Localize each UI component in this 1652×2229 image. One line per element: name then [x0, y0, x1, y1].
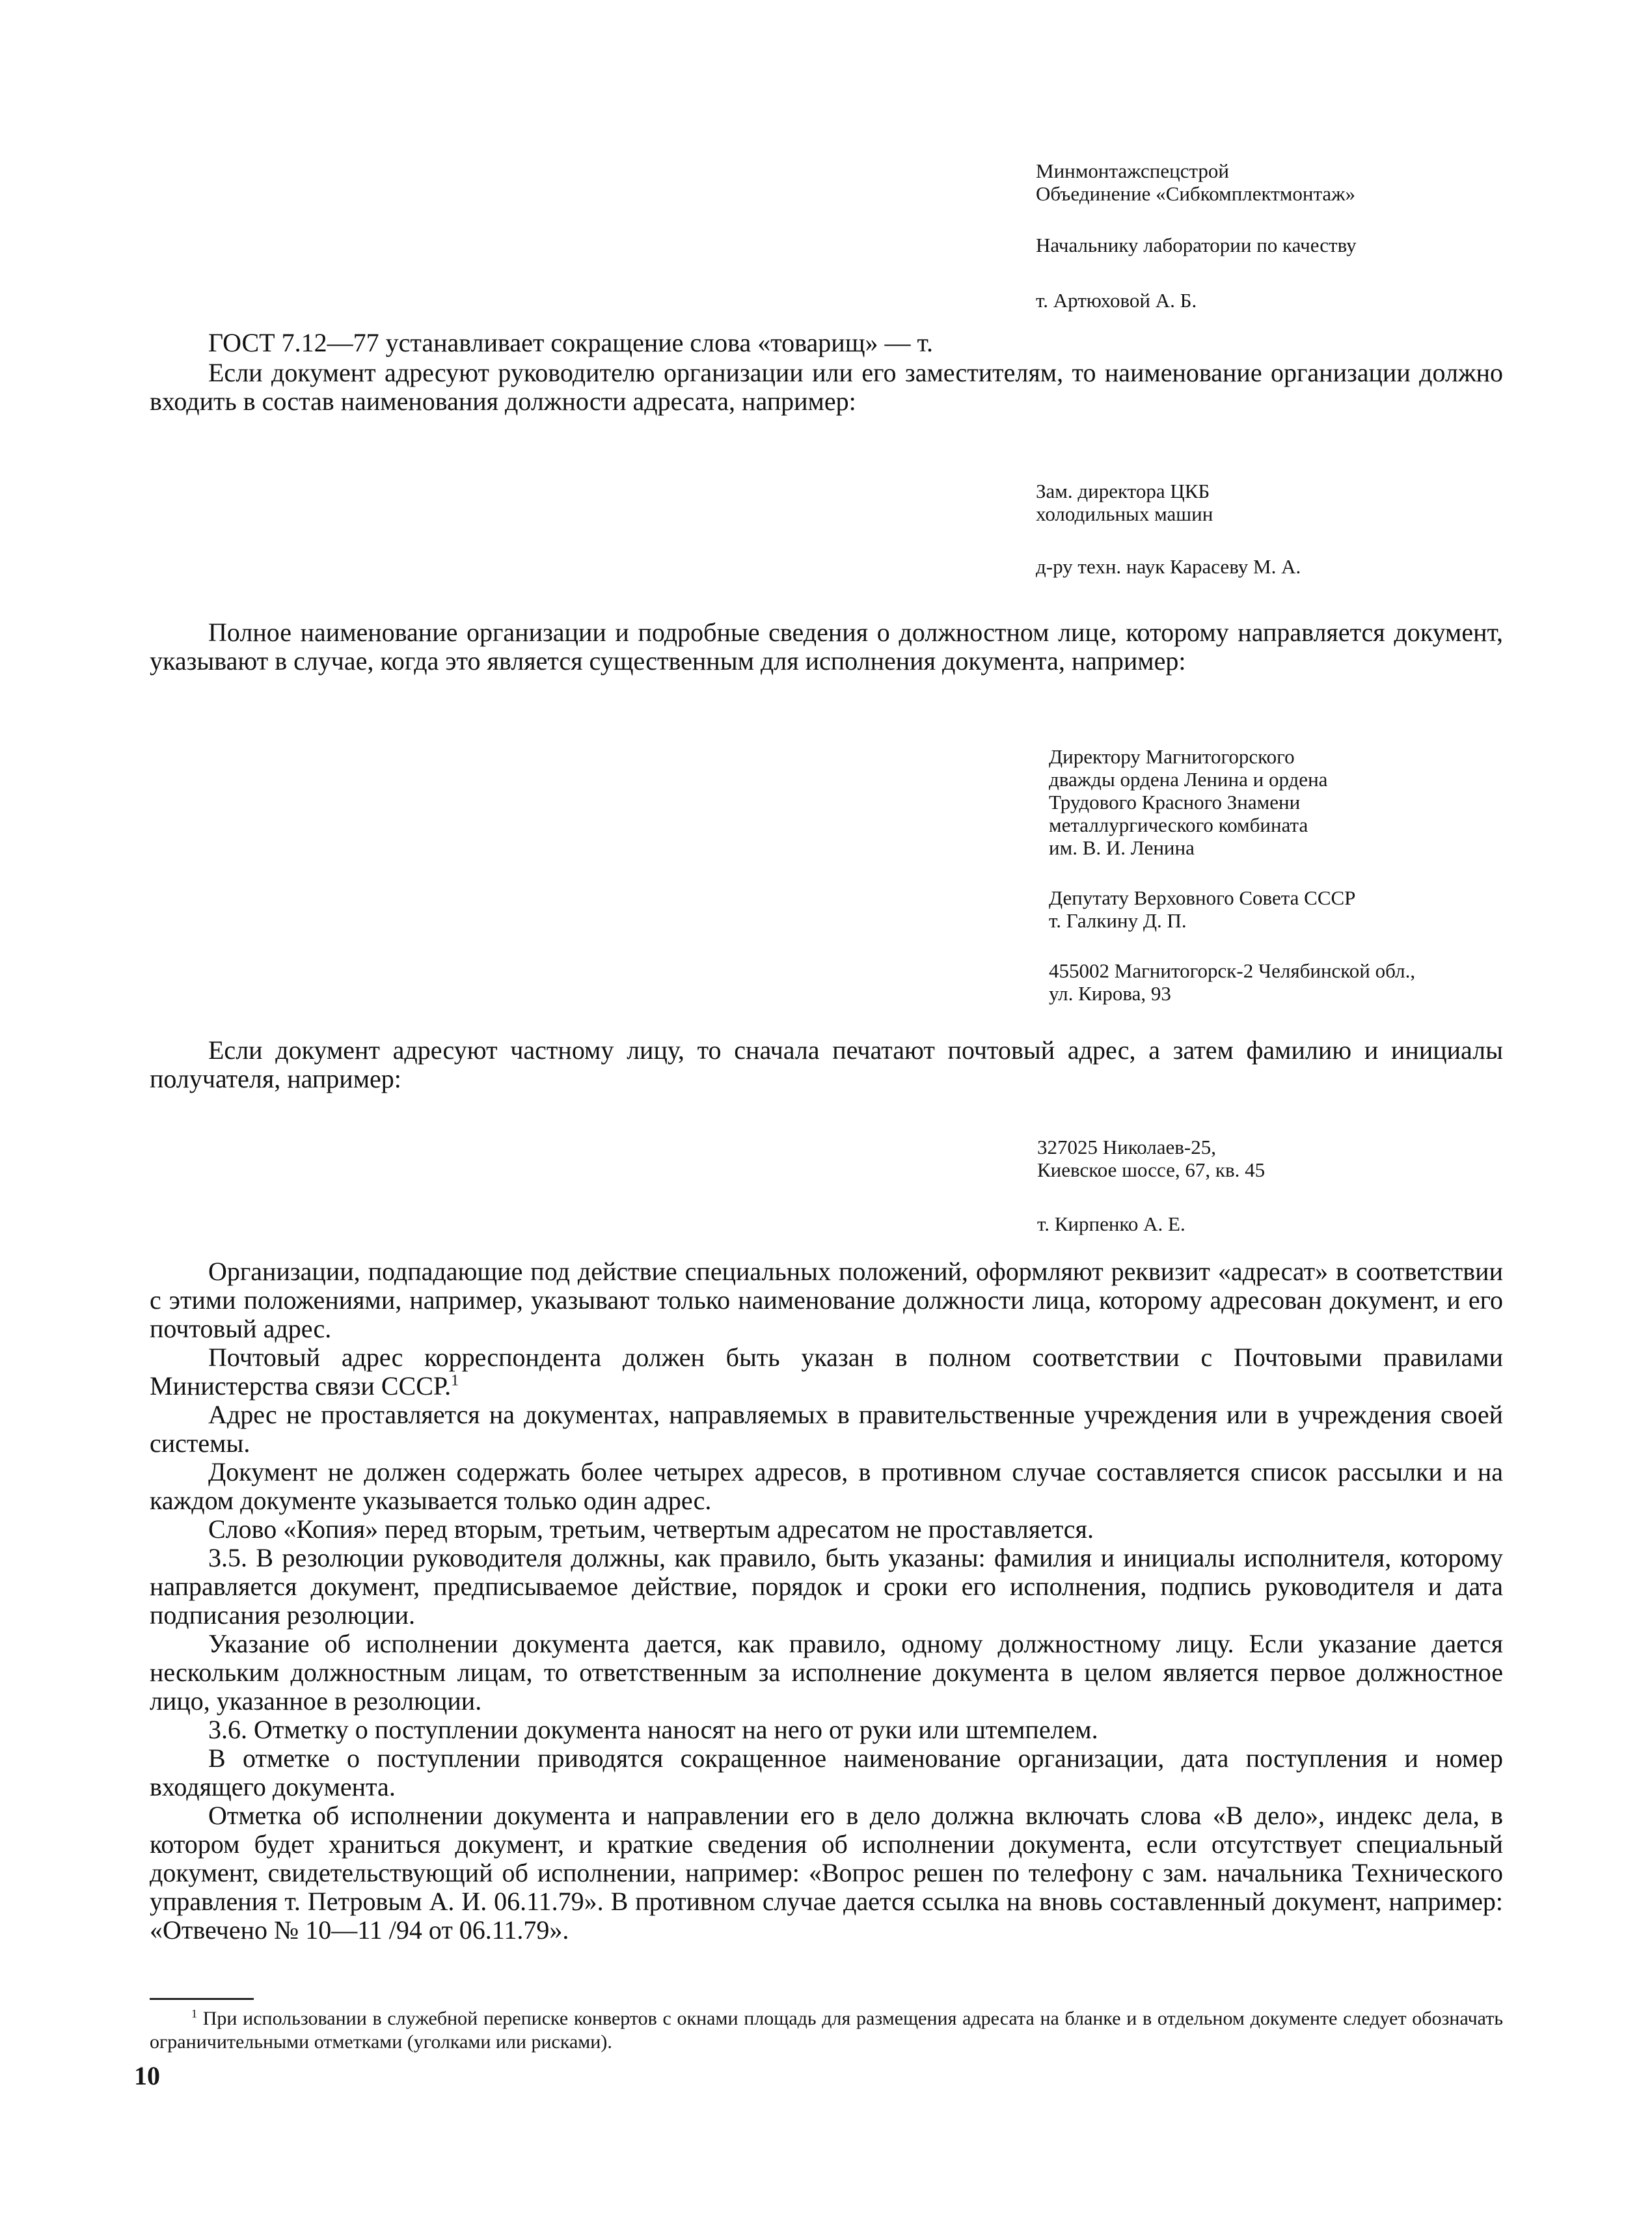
paragraph-four-addresses: Документ не должен содержать более четырех адресов, в противном случае составляется список рассылки и на каждом документе указывается только один адрес.	[150, 1457, 1503, 1515]
address-block-2	[1036, 480, 1301, 578]
paragraph-postal-address-text: Почтовый адрес корреспондента должен быть указан в полном соответствии с Почтовыми правилами Министерства связи СССР.	[150, 1343, 1503, 1401]
paragraph-instruction: Указание об исполнении документа дается, как правило, одному должностному лицу. Если указание дается нескольким должностным лицам, то ответственным за исполнение документа в целом является первое должностное лицо, указанное в резолюции.	[150, 1629, 1503, 1716]
address-line: холодильных машин	[1036, 502, 1213, 525]
address-name-line: т. Кирпенко А. Е.	[1037, 1212, 1185, 1235]
address-line: Зам. директора ЦКБ	[1036, 480, 1210, 502]
paragraph-receipt-mark: В отметке о поступлении приводятся сокращенное наименование организации, дата поступления и номер входящего документа.	[150, 1744, 1503, 1801]
address-line: ул. Кирова, 93	[1049, 982, 1171, 1005]
address-line: металлургического комбината	[1049, 814, 1308, 836]
address-name-line: т. Артюховой А. Б.	[1036, 289, 1197, 312]
paragraph-special-provisions: Организации, подпадающие под действие специальных положений, оформляют реквизит «адресат» в соответствии с этими положениями, например, указывают только наименование должности лица, которому адресован документ, и его почтовый адрес.	[150, 1257, 1503, 1343]
paragraph-section-3-5: 3.5. В резолюции руководителя должны, как правило, быть указаны: фамилия и инициалы исполнителя, которому направляется документ, предписываемое действие, порядок и сроки его исполнения, подпись руководителя и дата подписания резолюции.	[150, 1543, 1503, 1630]
footnote-text: При использовании в служебной переписке конвертов с окнами площадь для размещения адресата на бланке и в отдельном документе следует обозначать ограничительными отметками (уголками или рисками).	[150, 2008, 1504, 2053]
address-line: Депутату Верховного Совета СССР	[1049, 886, 1356, 909]
address-org-line: Минмонтажспецстрой	[1036, 159, 1229, 182]
address-line: Директору Магнитогорского	[1049, 745, 1295, 768]
address-block-4	[1037, 1136, 1265, 1235]
address-line: дважды ордена Ленина и ордена	[1049, 768, 1328, 791]
paragraph-execution-mark: Отметка об исполнении документа и направлении его в дело должна включать слова «В дело», индекс дела, в котором будет храниться документ, и краткие сведения об исполнении документа, если отсутствует специальный документ, свидетельствующий об исполнении, например: «Вопрос решен по телефону с зам. начальника Технического управления т. Петровым А. И. 06.11.79». В противном случае дается ссылка на вновь составленный документ, например: «Отвечено № 10—11 /94 от 06.11.79».	[150, 1801, 1503, 1945]
address-block-3	[1049, 745, 1415, 1005]
paragraph-gost: ГОСТ 7.12—77 устанавливает сокращение слова «товарищ» — т.	[208, 328, 933, 357]
address-block-1	[1036, 159, 1357, 312]
paragraph-section-3-6: 3.6. Отметку о поступлении документа наносят на него от руки или штемпелем.	[208, 1715, 1098, 1744]
footnote-marker: 1	[191, 2007, 197, 2020]
paragraph-head-addressee: Если документ адресуют руководителю организации или его заместителям, то наименование организации должно входить в состав наименования должности адресата, например:	[150, 358, 1503, 416]
paragraph-no-address: Адрес не проставляется на документах, направляемых в правительственные учреждения или в учреждения своей системы.	[150, 1400, 1503, 1458]
paragraph-full-name: Полное наименование организации и подробные сведения о должностном лице, которому направляется документ, указывают в случае, когда это является существенным для исполнения документа, например:	[150, 618, 1503, 676]
address-line: Трудового Красного Знамени	[1049, 791, 1301, 814]
address-position-line: Начальнику лаборатории по качеству	[1036, 234, 1357, 256]
address-org-line: Объединение «Сибкомплектмонтаж»	[1036, 182, 1356, 205]
address-line: т. Галкину Д. П.	[1049, 909, 1187, 932]
footnote	[150, 2007, 1503, 2054]
page-number: 10	[134, 2061, 160, 2090]
paragraph-copy-word: Слово «Копия» перед вторым, третьим, четвертым адресатом не проставляется.	[208, 1514, 1094, 1544]
paragraph-postal-address	[150, 1343, 1503, 1401]
address-name-line: д-ру техн. наук Карасеву М. А.	[1036, 555, 1301, 578]
footnote-rule	[150, 1998, 254, 2000]
address-line: им. В. И. Ленина	[1049, 836, 1195, 859]
paragraph-private-person: Если документ адресуют частному лицу, то сначала печатают почтовый адрес, а затем фамилию и инициалы получателя, например:	[150, 1035, 1503, 1093]
address-line: 455002 Магнитогорск-2 Челябинской обл.,	[1049, 959, 1416, 982]
footnote-ref: 1	[451, 1372, 459, 1389]
body-text	[0, 1257, 1652, 1945]
address-line: Киевское шоссе, 67, кв. 45	[1037, 1158, 1266, 1181]
address-line: 327025 Николаев-25,	[1037, 1136, 1217, 1158]
